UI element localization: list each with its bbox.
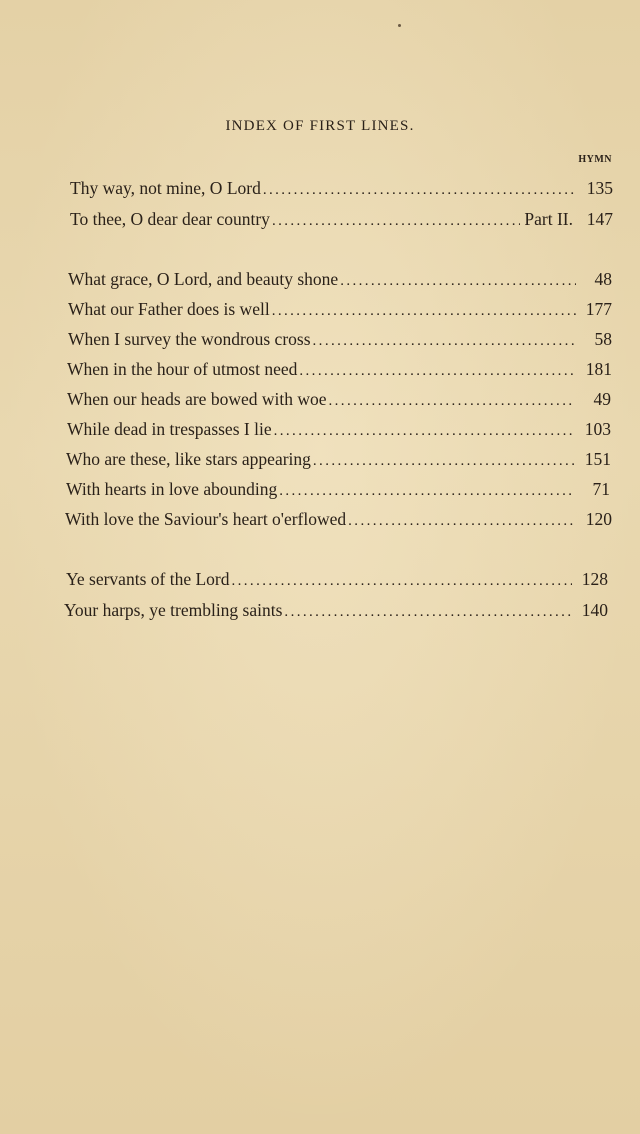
first-line-text: To thee, O dear dear country (70, 209, 270, 229)
dot-leader (340, 270, 576, 292)
dot-leader (284, 601, 572, 623)
index-entry (67, 358, 612, 382)
dot-leader (272, 300, 576, 322)
dot-leader (231, 570, 572, 592)
index-entry (66, 568, 608, 592)
hymn-number: 181 (585, 359, 612, 379)
index-entry (67, 418, 611, 442)
hymn-column-header: HYMN (578, 154, 612, 165)
hymn-number: 147 (586, 209, 613, 229)
hymn-number: 49 (593, 389, 611, 409)
index-entry (67, 388, 611, 412)
dot-leader (274, 420, 575, 442)
first-line-text: While dead in trespasses I lie (67, 419, 272, 439)
first-line-text: When in the hour of utmost need (67, 359, 298, 379)
dot-leader (299, 360, 576, 382)
first-line-text: When I survey the wondrous cross (68, 329, 311, 349)
hymn-number: 151 (584, 449, 611, 469)
page-title: INDEX OF FIRST LINES. (225, 118, 415, 134)
first-line-text: Who are these, like stars appearing (66, 449, 311, 469)
dot-leader (272, 210, 520, 232)
hymn-number: 103 (584, 419, 611, 439)
dot-leader (313, 330, 576, 352)
first-line-text: Your harps, ye trembling saints (64, 600, 283, 620)
first-line-text: When our heads are bowed with woe (67, 389, 327, 409)
hymn-number: 177 (585, 299, 612, 319)
hymn-number: 135 (586, 178, 613, 198)
hymn-number: 128 (581, 569, 608, 589)
index-entry (68, 298, 612, 322)
index-entry (65, 508, 612, 532)
dot-leader (348, 510, 576, 532)
index-entry (64, 599, 608, 623)
first-line-text: Thy way, not mine, O Lord (70, 178, 261, 198)
index-entry (68, 268, 612, 292)
first-line-text: Ye servants of the Lord (66, 569, 230, 589)
dot-leader (279, 480, 574, 502)
hymn-number: 140 (581, 600, 608, 620)
dot-leader (329, 390, 576, 412)
hymn-number: 71 (592, 479, 610, 499)
part-label: Part II. (524, 209, 573, 229)
first-line-text: With love the Saviour's heart o'erflowed (65, 509, 347, 529)
index-entry (66, 478, 610, 502)
first-line-text: What our Father does is well (68, 299, 270, 319)
first-line-text: With hearts in love abounding (66, 479, 278, 499)
first-line-text: What grace, O Lord, and beauty shone (68, 269, 339, 289)
hymn-number: 58 (594, 329, 612, 349)
paper-speck (398, 24, 401, 27)
index-entry (68, 328, 612, 352)
hymn-number: 120 (585, 509, 612, 529)
dot-leader (313, 450, 575, 472)
hymn-number: 48 (594, 269, 612, 289)
index-entry (70, 177, 613, 201)
index-entry (70, 208, 613, 232)
index-entry (66, 448, 611, 472)
dot-leader (263, 179, 577, 201)
